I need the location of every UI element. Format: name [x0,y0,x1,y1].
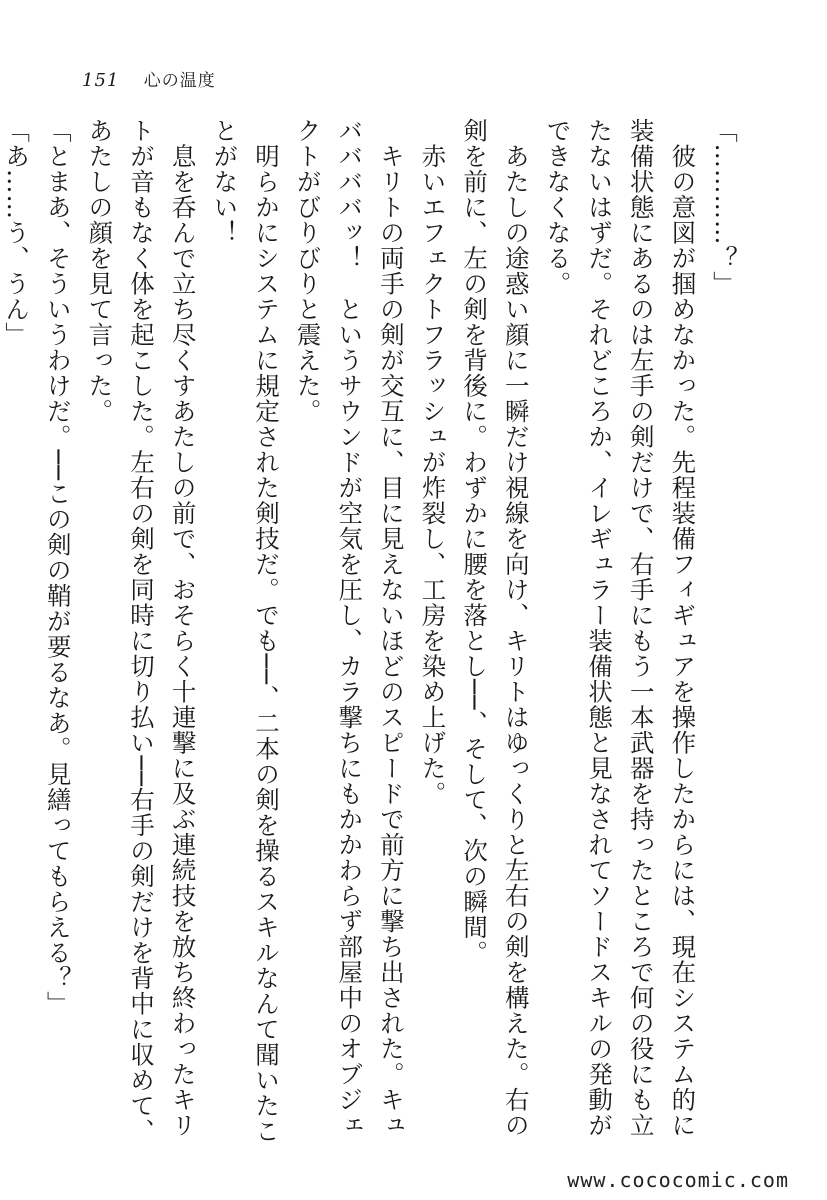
chapter-title: 心の温度 [143,71,216,91]
paragraph: 彼の意図が掴めなかった。先程装備フィギュアを操作したからには、現在システム的に装備状態にあるのは左手の剣だけで、右手にもう一本武器を持ったところで何の役にも立たないはずだ。それどころか、イレギュラー装備状態と見なされてソードスキルの発動ができなくなる。 [543,118,698,1138]
paragraph: 「とまあ、そういうわけだ。──この剣の鞘が要るなあ。見繕ってもらえる？」 [43,118,73,1017]
paragraph: 「あ……う、うん」 [2,118,32,348]
page-header [82,66,216,91]
page-number: 151 [82,70,120,91]
paragraph: 息を呑んで立ち尽くすあたしの前で、おそらく十連撃に及ぶ連続技を放ち終わったキリトが音もなく体を起こした。左右の剣を同時に切り払い──右手の剣だけを背中に収めて、あたしの顔を見て言った。 [85,118,198,1145]
paragraph: あたしの途惑い顔に一瞬だけ視線を向け、キリトはゆっくりと左右の剣を構えた。右の剣を前に、左の剣を背後に。わずかに腰を落とし──、そして、次の瞬間。 [460,118,531,1138]
paragraph: 赤いエフェクトフラッシュが炸裂し、工房を染め上げた。 [418,118,448,807]
paragraph: 「…………？」 [710,118,739,297]
paragraph: 明らかにシステムに規定された剣技だ。でも──、二本の剣を操るスキルなんて聞いたことがない！ [210,118,281,1145]
body-text [2,118,745,1158]
paragraph: キリトの両手の剣が交互に、目に見えないほどのスピードで前方に撃ち出された。キュババババッ！ というサウンドが空気を圧し、カラ撃ちにもかかわらず部屋中のオブジェクトがびりびりと震えた。 [293,118,406,1138]
watermark: www.cococomic.com [567,1168,789,1192]
